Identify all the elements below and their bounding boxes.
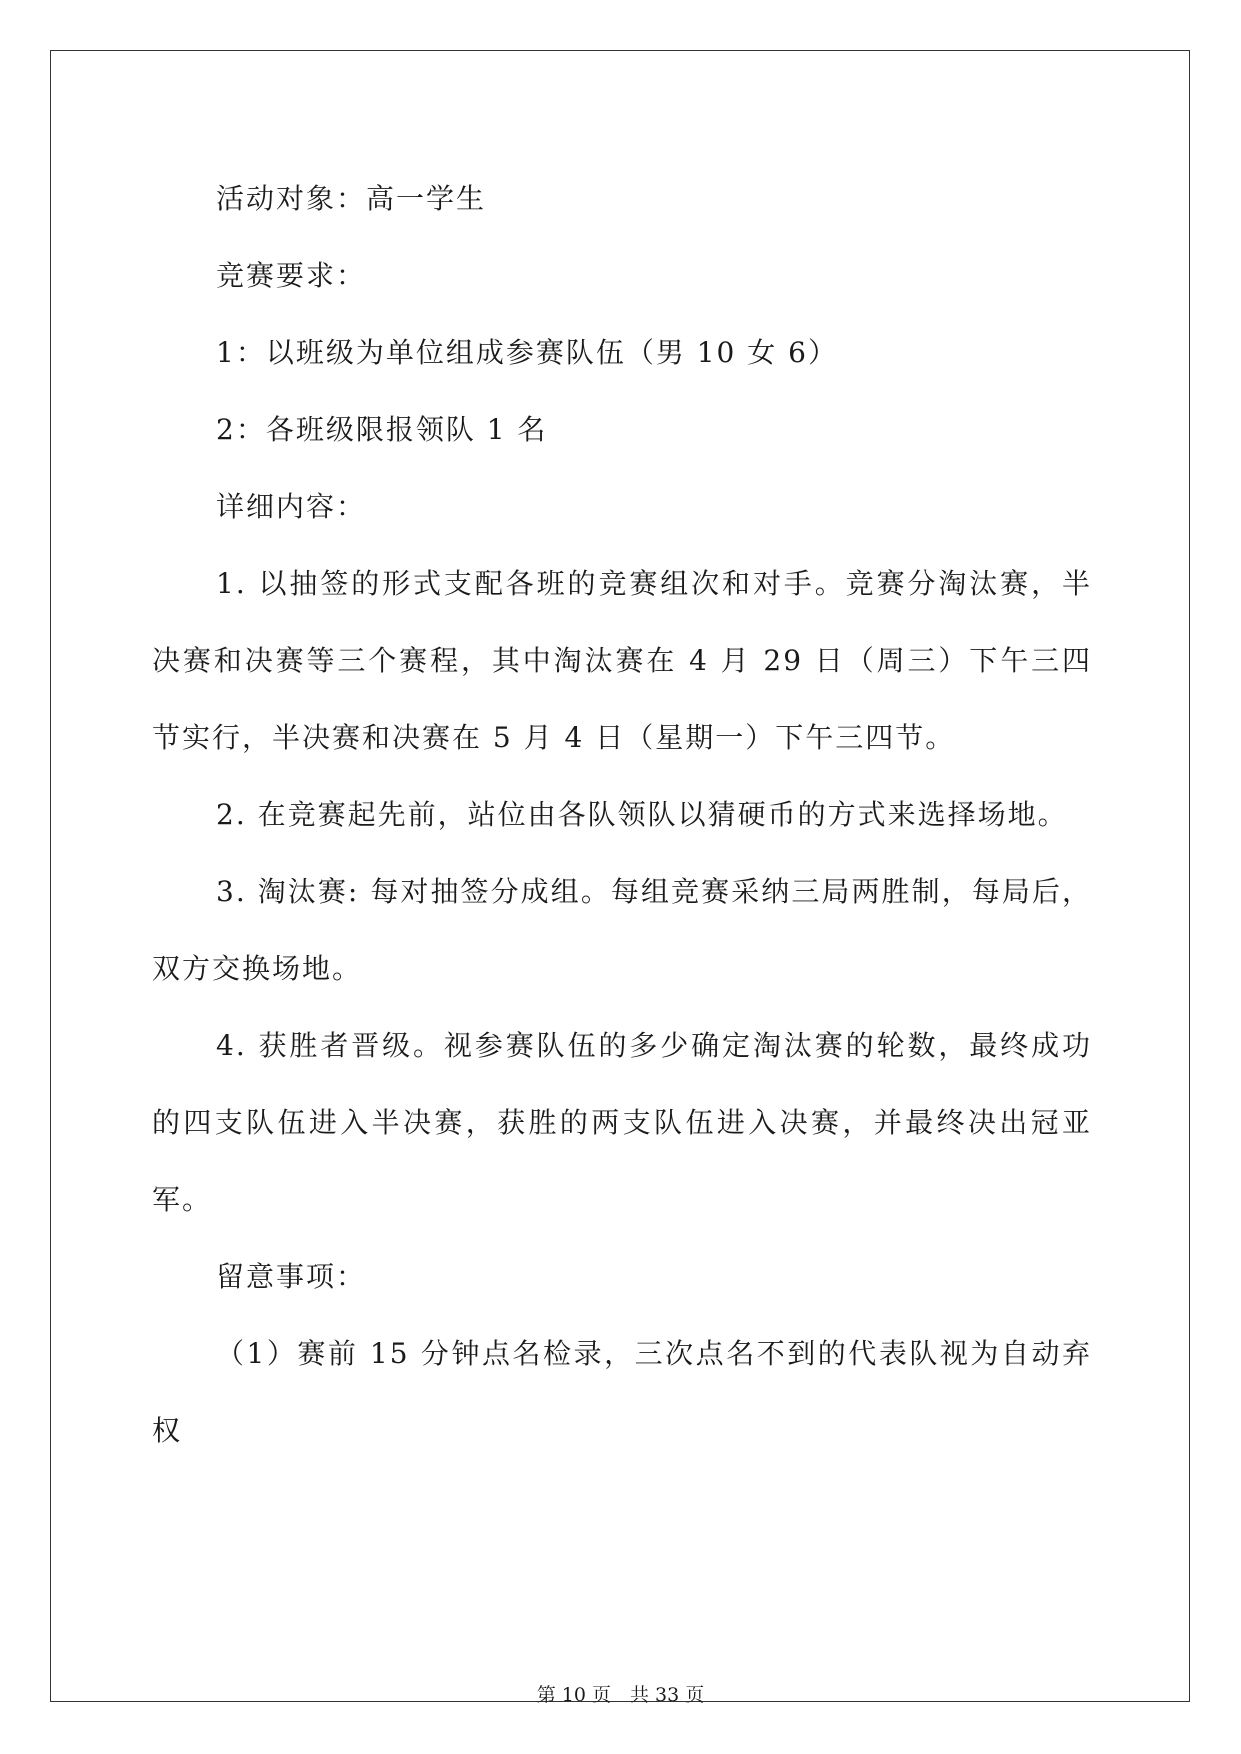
paragraph: 2：各班级限报领队 1 名 <box>216 413 548 446</box>
paragraph: 活动对象：高一学生 <box>216 182 487 215</box>
paragraph: 竞赛要求： <box>216 259 367 292</box>
document-body <box>152 160 1092 1469</box>
paragraph: 1. 以抽签的形式支配各班的竞赛组次和对手。竞赛分淘汰赛，半决赛和决赛等三个赛程，其中淘汰赛在 4 月 29 日（周三）下午三四节实行，半决赛和决赛在 5 月 4 日（星期一）下午三四节。 <box>152 567 1092 754</box>
paragraph: 3. 淘汰赛: 每对抽签分成组。每组竞赛采纳三局两胜制，每局后，双方交换场地。 <box>152 875 1092 985</box>
paragraph: 4. 获胜者晋级。视参赛队伍的多少确定淘汰赛的轮数，最终成功的四支队伍进入半决赛，获胜的两支队伍进入决赛，并最终决出冠亚军。 <box>152 1029 1092 1216</box>
paragraph: 2. 在竞赛起先前，站位由各队领队以猜硬币的方式来选择场地。 <box>216 798 1068 831</box>
paragraph: 1：以班级为单位组成参赛队伍（男 10 女 6） <box>216 336 838 369</box>
paragraph: （1）赛前 15 分钟点名检录，三次点名不到的代表队视为自动弃权 <box>152 1337 1092 1447</box>
paragraph: 留意事项： <box>216 1260 367 1293</box>
page-number-footer: 第 10 页 共 33 页 <box>536 1684 705 1706</box>
paragraph: 详细内容： <box>216 490 367 523</box>
